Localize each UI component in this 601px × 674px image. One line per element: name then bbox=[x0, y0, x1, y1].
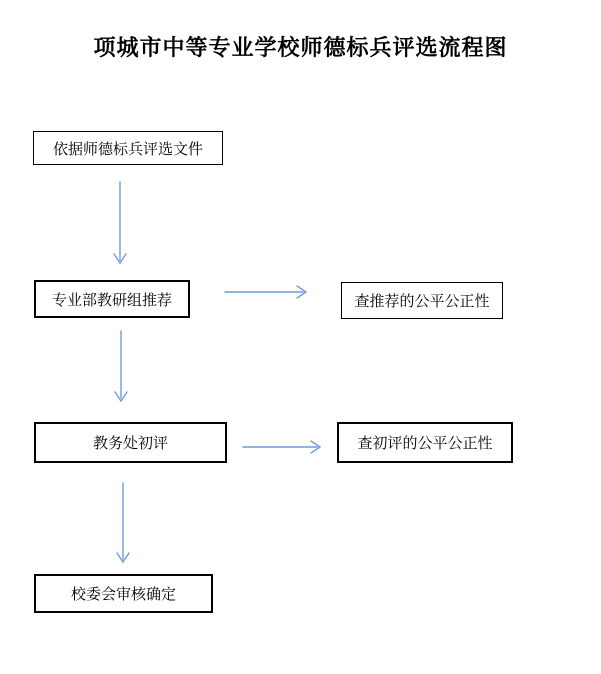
flow-node-step3-label: 教务处初评 bbox=[92, 436, 168, 452]
right-arrow-step3-check-icon bbox=[243, 441, 320, 453]
flow-node-step2 bbox=[34, 280, 190, 318]
down-arrow-step2-step3-icon bbox=[115, 331, 127, 401]
flow-node-step1 bbox=[33, 131, 223, 165]
flow-node-step2-check-label: 查推荐的公平公正性 bbox=[354, 294, 490, 310]
flow-node-step2-check bbox=[341, 282, 503, 319]
flowchart-title: 项城市中等专业学校师德标兵评选流程图 bbox=[93, 35, 508, 60]
flow-node-step3-check-label: 查初评的公平公正性 bbox=[357, 436, 493, 452]
flow-node-step4 bbox=[34, 574, 213, 613]
right-arrow-step2-check-icon bbox=[225, 286, 306, 298]
flow-node-step3-check bbox=[337, 422, 513, 463]
flow-arrows-group bbox=[114, 182, 320, 562]
down-arrow-step3-step4-icon bbox=[117, 483, 129, 562]
flow-node-step2-label: 专业部教研组推荐 bbox=[51, 292, 172, 309]
flow-node-step3 bbox=[34, 422, 227, 463]
flow-node-step1-label: 依据师德标兵评选文件 bbox=[52, 141, 203, 158]
down-arrow-step1-step2-icon bbox=[114, 182, 126, 263]
flow-node-step4-label: 校委会审核确定 bbox=[70, 587, 176, 603]
